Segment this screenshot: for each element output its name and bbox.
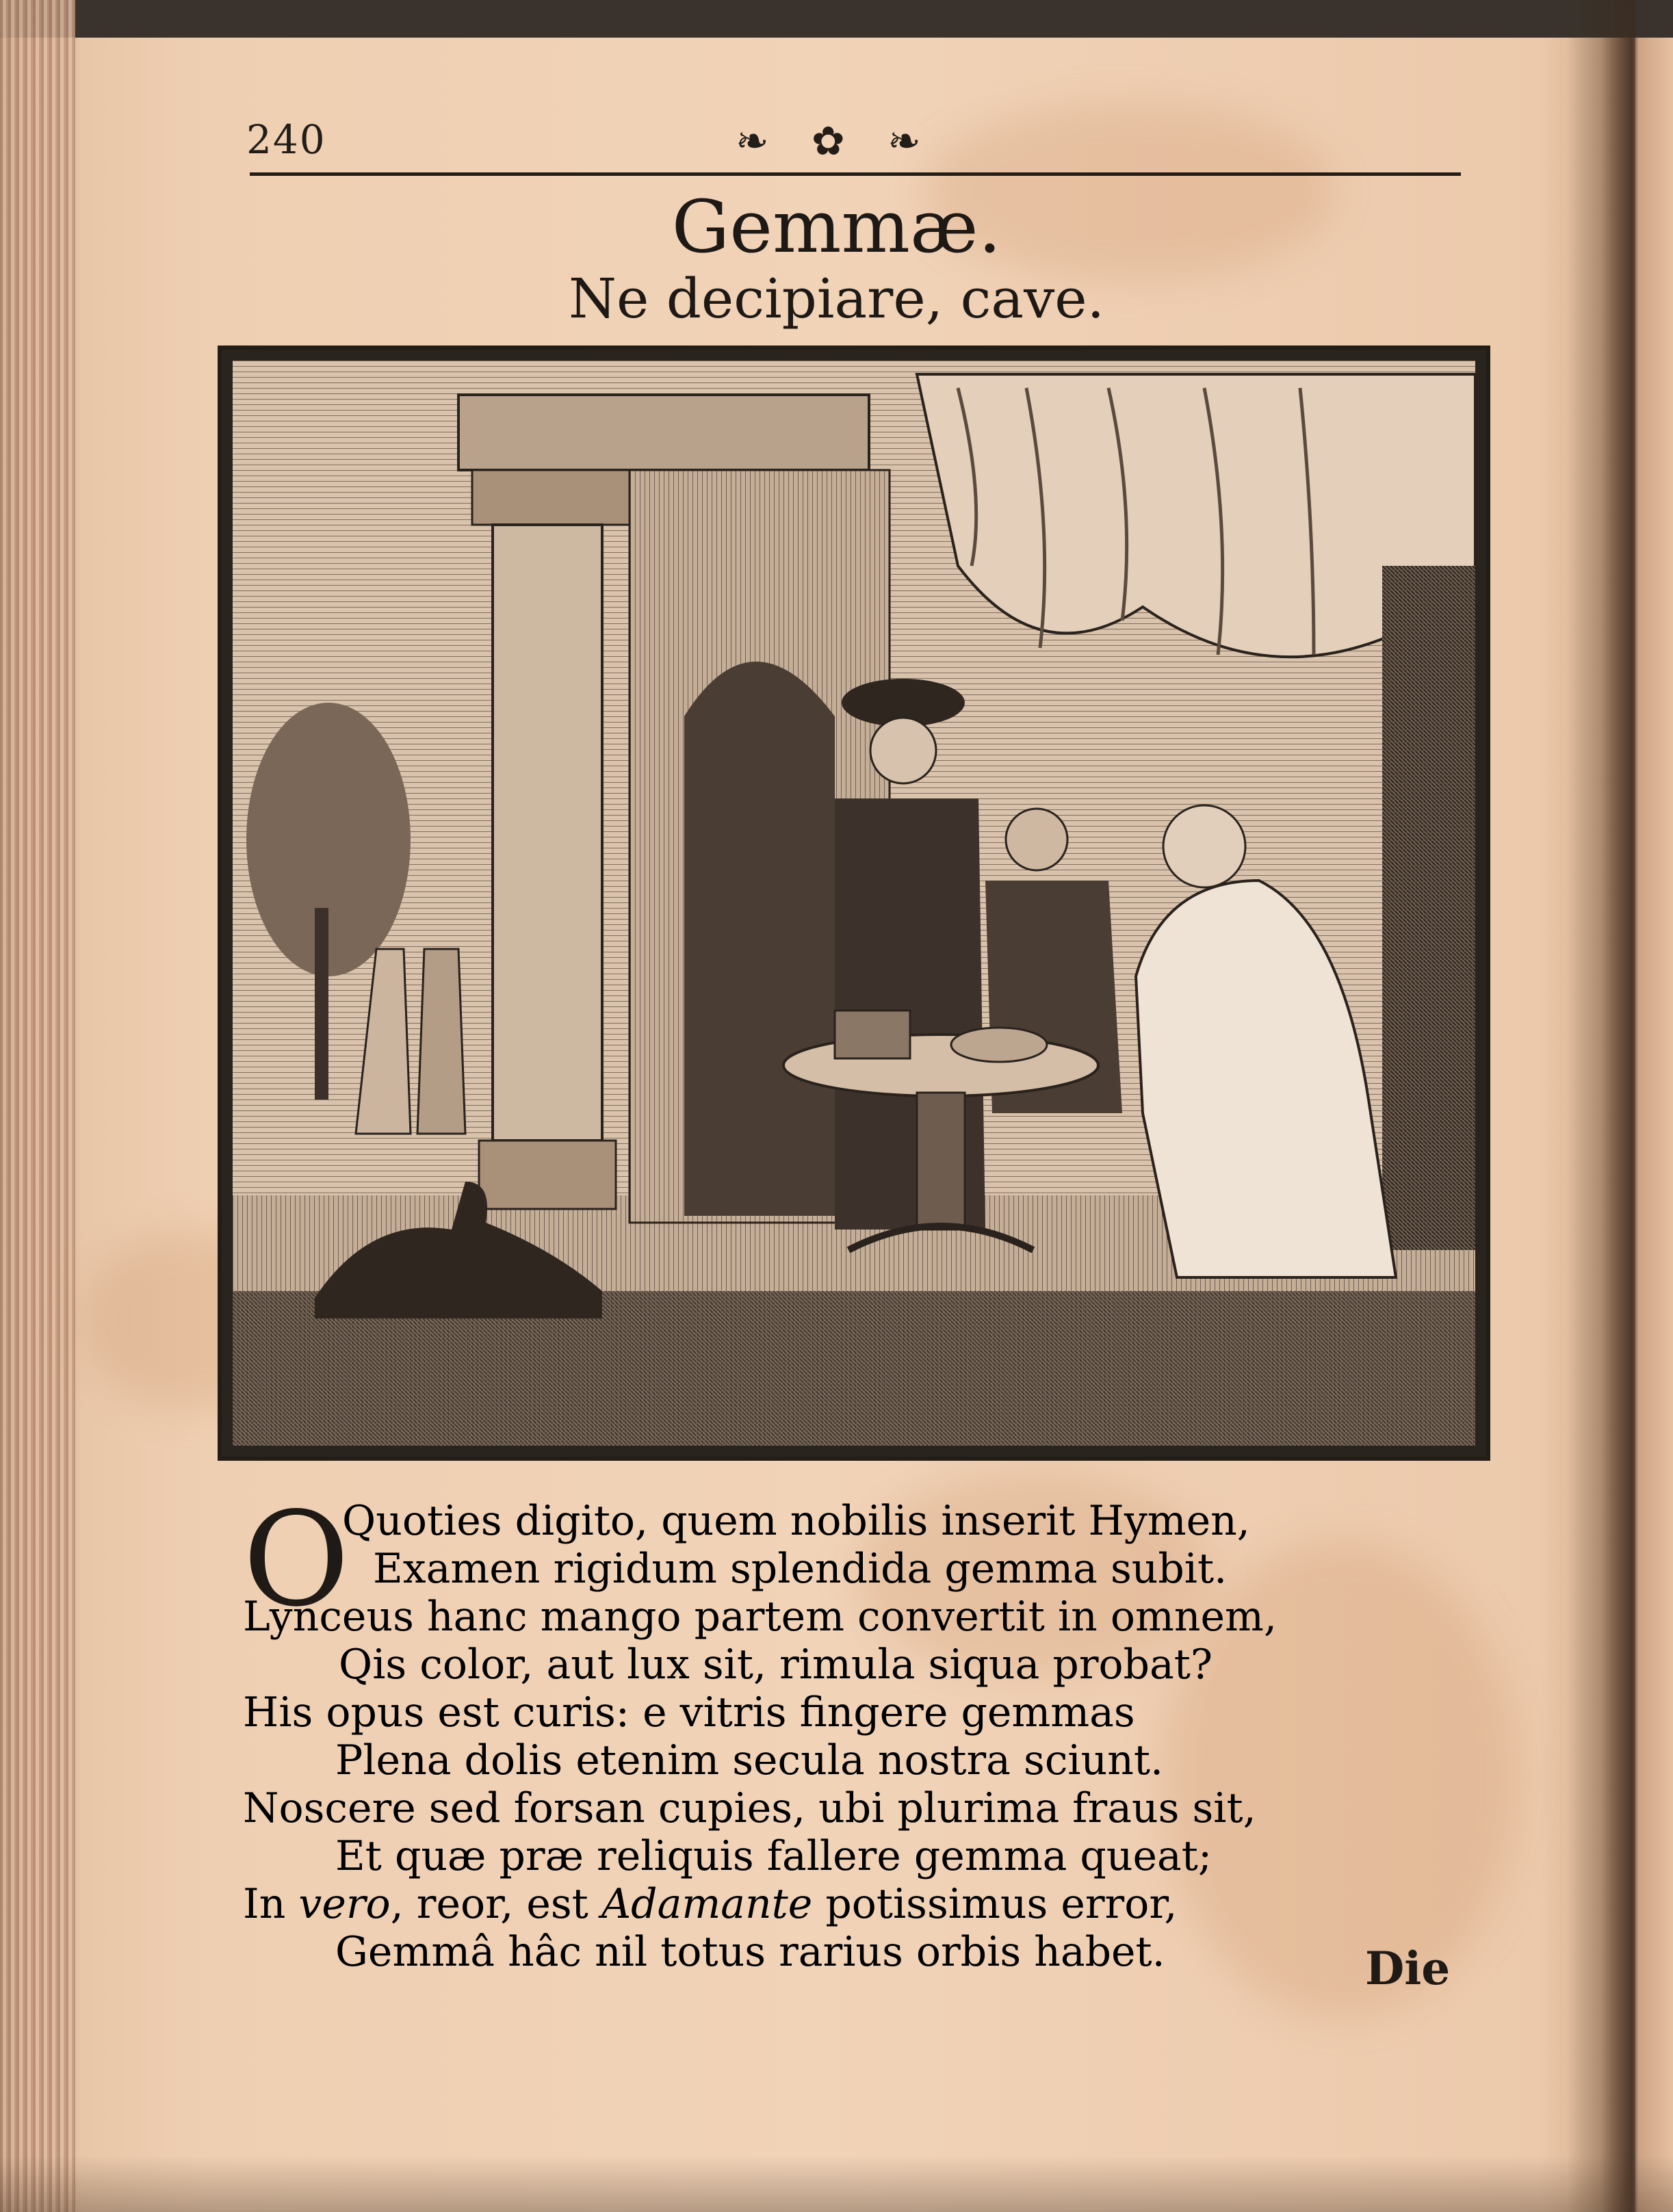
- bottom-shade: [0, 2155, 1673, 2212]
- poem-line-part: , reor, est: [390, 1880, 601, 1928]
- poem-line: Qis color, aut lux sit, rimula siqua probat?: [339, 1641, 1213, 1689]
- catchword: Die: [1365, 1942, 1451, 1995]
- scan-top-band: [0, 0, 1673, 38]
- poem-line: [243, 1880, 1178, 1928]
- engraving-scene: [233, 361, 1475, 1446]
- poem-line: Noscere sed forsan cupies, ubi plurima fraus sit,: [243, 1784, 1256, 1832]
- poem-line: Lynceus hanc mango partem convertit in omnem,: [243, 1593, 1278, 1641]
- poem-line: Gemmâ hâc nil totus rarius orbis habet.: [335, 1928, 1165, 1976]
- poem-line: Quoties digito, quem nobilis inserit Hymen,: [342, 1497, 1250, 1545]
- header-rule: [250, 172, 1461, 176]
- page-number: 240: [246, 116, 326, 163]
- poem-line-italic-adamante: Adamante: [601, 1880, 813, 1928]
- drop-cap: O: [243, 1484, 350, 1635]
- motto: Ne decipiare, cave.: [568, 267, 1105, 330]
- page-title: Gemmæ.: [671, 185, 1002, 269]
- header-ornament: ❧ ✿ ❧: [736, 118, 936, 164]
- poem-line: Et quæ præ reliquis fallere gemma queat;: [335, 1832, 1212, 1880]
- page-edges: [0, 0, 75, 2212]
- poem-line-part: potissimus error,: [812, 1880, 1178, 1928]
- gutter-shadow: [1567, 0, 1635, 2212]
- poem-line-italic-vero: vero: [298, 1880, 391, 1928]
- poem-line: Plena dolis etenim secula nostra sciunt.: [335, 1736, 1164, 1784]
- poem-line-part: In: [243, 1880, 299, 1928]
- poem-line: Examen rigidum splendida gemma subit.: [373, 1545, 1228, 1593]
- engraving-illustration: [218, 346, 1490, 1461]
- poem-line: His opus est curis: e vitris fingere gemmas: [243, 1689, 1135, 1736]
